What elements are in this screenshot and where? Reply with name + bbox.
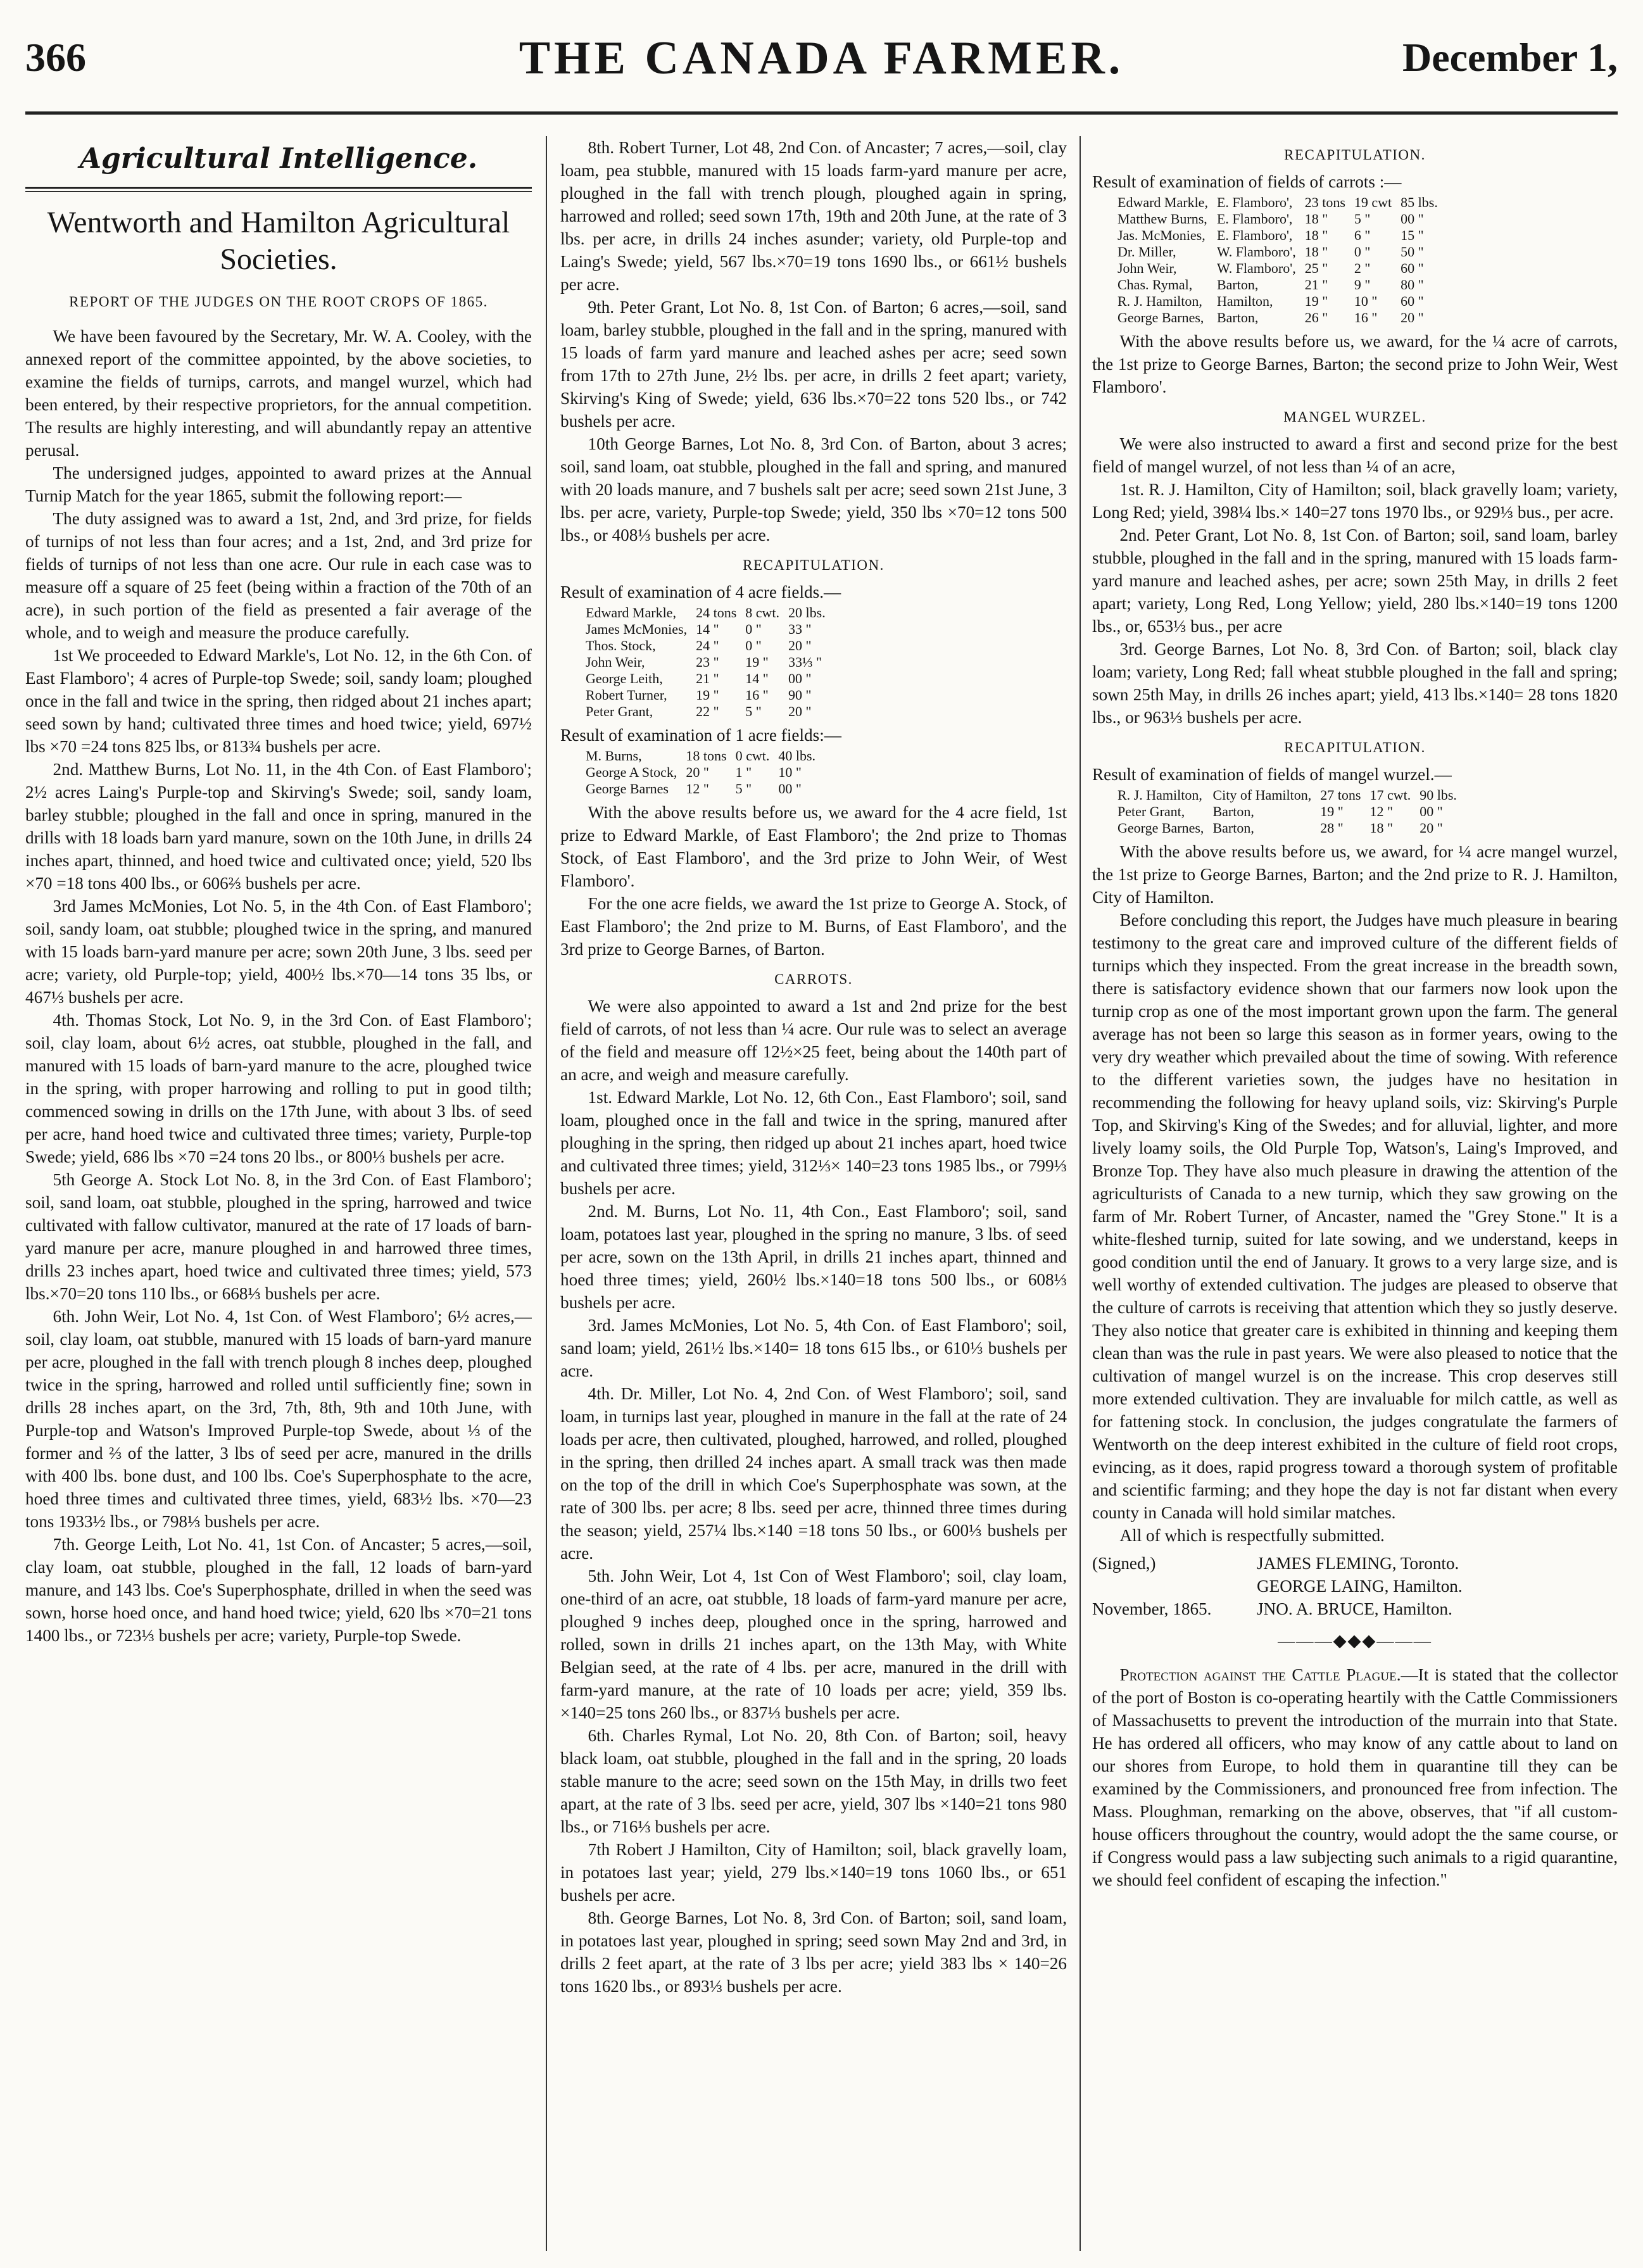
table-cell: 20 " [788, 703, 812, 719]
table-cell: 50 " [1401, 244, 1424, 260]
table-cell: 18 " [1304, 244, 1328, 260]
recap-heading: RECAPITULATION. [1284, 147, 1426, 163]
table-cell: Barton, [1216, 277, 1259, 293]
table-cell: 16 " [745, 687, 769, 703]
table-cell: M. Burns, [586, 748, 642, 764]
paragraph: 8th. Robert Turner, Lot 48, 2nd Con. of Ancaster; 7 acres,—soil, clay loam, pea stubble, manured with 15 loads farm-yard manure per acre, ploughed in the fall with trench plough, ploughed again in spring, harrowed and rolled; seed sown 17th, 19th and 20th June, at the rate of 3 lbs. per acre, in drills 24 inches asunder; variety, old Purple-top and Laing's Swede; yield, 567 lbs.×70=19 tons 1690 lbs., or 661½ bushels per acre. [560, 138, 1067, 294]
paragraph: 5th George A. Stock Lot No. 8, in the 3rd Con. of East Flamboro'; soil, sand loam, oat stubble, ploughed in the spring, harrowed and twice cultivated with fallow cultivator, manured at the rate of 17 loads of barn-yard manure per acre, manure ploughed in and harrowed three times, drills 23 inches apart, hoed twice and cultivated three times; yield, 573 lbs.×70=20 tons 110 lbs., or 668⅓ bushels per acre. [25, 1170, 532, 1303]
paragraph: 9th. Peter Grant, Lot No. 8, 1st Con. of Barton; 6 acres,—soil, sand loam, barley stubble, ploughed in the fall and in the spring, manured with 15 loads of farm yard manure and leached ashes per acre; seed sown from 17th to 27th June, 2½ lbs. per acre, in drills 2 feet apart; variety, Skirving's King of Swede; yield, 636 lbs.×70=22 tons 520 lbs., or 742 bushels per acre. [560, 298, 1067, 431]
table-cell: George Barnes, [1117, 820, 1204, 836]
table-cell: 90 lbs. [1420, 787, 1457, 803]
table-cell: 21 " [1304, 277, 1328, 293]
table-cell: 12 " [686, 781, 709, 797]
table-cell: 20 lbs. [788, 605, 826, 621]
table-cell: 8 cwt. [745, 605, 780, 621]
paragraph: 3rd. George Barnes, Lot No. 8, 3rd Con. of Barton; soil, black clay loam; variety, Long Red; fall wheat stubble ploughed in the fall and spring; sown 25th May, in drills 26 inches apart; yield, 413 lbs.×140= 28 tons 1820 lbs., or 963⅓ bushels per acre. [1092, 639, 1618, 727]
table-cell: 60 " [1401, 293, 1424, 309]
table-row [586, 748, 824, 764]
table-row [1117, 244, 1447, 260]
table-cell: 00 " [1401, 211, 1424, 227]
table-cell: 19 " [1304, 293, 1328, 309]
table-cell: 19 " [696, 687, 719, 703]
table-cell: Edward Markle, [586, 605, 676, 621]
recap-table-carrots [1117, 194, 1447, 326]
paragraph: 4th. Dr. Miller, Lot No. 4, 2nd Con. of West Flamboro'; soil, sand loam, in turnips last year, ploughed in manure in the fall at the rate of 24 loads per acre, then cultivated, ploughed, harrowed, and rolled, ploughed in the spring, then drilled 24 inches apart. A small track was then made on the top of the drill in which Coe's Superphosphate was sown, at the rate of 300 lbs. per acre; 8 lbs. seed per acre, thinned three times during the season; yield, 257¼ lbs.×140 =18 tons 50 lbs., or 600⅓ bushels per acre. [560, 1384, 1067, 1563]
paragraph: For the one acre fields, we award the 1st prize to George A. Stock, of East Flamboro'; the 2nd prize to M. Burns, of East Flamboro', and the 3rd prize to George Barnes, of Barton. [560, 894, 1067, 959]
table-cell: Peter Grant, [586, 703, 653, 719]
table-cell: John Weir, [1117, 260, 1177, 276]
table-cell: Chas. Rymal, [1117, 277, 1193, 293]
table-cell: 27 tons [1320, 787, 1361, 803]
table-cell: Edward Markle, [1117, 194, 1208, 210]
paragraph: 6th. Charles Rymal, Lot No. 20, 8th Con. of Barton; soil, heavy black loam, oat stubble, ploughed in the fall and in the spring, 20 loads stable manure to the acre; seed sown on the 15th May, in drills two feet apart, at the rate of 3 lbs. seed per acre, yield, 307 lbs ×140=21 tons 980 lbs., or 716⅓ bushels per acre. [560, 1726, 1067, 1836]
table-cell: 85 lbs. [1401, 194, 1438, 210]
signature-block [1092, 1552, 1618, 1620]
table-cell: 33⅓ " [788, 654, 822, 670]
table-cell: 10 " [1354, 293, 1378, 309]
table-cell: 18 " [1304, 211, 1328, 227]
table-cell: Robert Turner, [586, 687, 667, 703]
paragraph: 4th. Thomas Stock, Lot No. 9, in the 3rd Con. of East Flamboro'; soil, clay loam, about 6½ acres, oat stubble, ploughed in the fall, and manured with 15 loads of barn-yard manure to the acre, ploughed twice in the spring, with proper harrowing and rolling to put in good tilth; commenced sowing in drills on the 17th June, with about 3 lbs. of seed per acre, hand hoed twice and cultivated three times; variety, Purple-top Swede; yield, 686 lbs ×70 =24 tons 20 lbs., or 800⅓ bushels per acre. [25, 1011, 532, 1166]
table-cell: 60 " [1401, 260, 1424, 276]
issue-date: December 1, [1402, 35, 1618, 80]
paragraph: 1st. R. J. Hamilton, City of Hamilton; soil, black gravelly loam; variety, Long Red; yield, 398¼ lbs.× 140=27 tons 1970 lbs., or 929⅓ bus., per acre. [1092, 480, 1618, 522]
table-cell: Thos. Stock, [586, 638, 656, 653]
paragraph: 8th. George Barnes, Lot No. 8, 3rd Con. of Barton; soil, sand loam, in potatoes last year, ploughed in spring; seed sown May 2nd and 3rd, in drills 2 feet apart, at the rate of 3 lbs per acre; yield 383 lbs × 140=26 tons 1620 lbs., or 893⅓ bushels per acre. [560, 1908, 1067, 1996]
paragraph: With the above results before us, we award for the 4 acre field, 1st prize to Edward Markle, of East Flamboro'; the 2nd prize to Thomas Stock, of East Flamboro', and the 3rd prize to John Weir, of West Flamboro'. [560, 803, 1067, 890]
table-row [1117, 310, 1447, 326]
table-cell: Dr. Miller, [1117, 244, 1176, 260]
paragraph: The duty assigned was to award a 1st, 2nd, and 3rd prize, for fields of turnips of not less than four acres; and a 1st, 2nd, and 3rd prize for fields of turnips of not less than one acre. Our rule in each case was to measure off a square of 25 feet (being within a fraction of the 70th of an acre), in such portion of the field as presented a fair average of the whole, and to weigh and measure the produce carefully. [25, 509, 532, 642]
recap-heading: RECAPITULATION. [743, 557, 884, 573]
table-cell: 18 tons [686, 748, 727, 764]
table-cell: George Leith, [586, 671, 663, 686]
table-cell: 23 " [696, 654, 719, 670]
recap-table-mangel [1117, 787, 1466, 836]
table-cell: George Barnes [586, 781, 669, 797]
table-cell: Barton, [1212, 820, 1254, 836]
department-heading: Agricultural Intelligence. [79, 142, 478, 175]
table-cell: 28 " [1320, 820, 1344, 836]
table-cell: 5 " [735, 781, 752, 797]
recap-heading: RECAPITULATION. [1284, 740, 1426, 755]
paragraph: We were also appointed to award a 1st and 2nd prize for the best field of carrots, of not less than ¼ acre. Our rule was to select an average of the field and measure off 12½×25 feet, being about the 140th part of an acre, and weigh and measure carefully. [560, 997, 1067, 1084]
table-row [1117, 787, 1466, 803]
table-cell: W. Flamboro', [1216, 244, 1296, 260]
table-row [586, 703, 834, 720]
table-cell: 00 " [788, 671, 812, 686]
table-row [1117, 227, 1447, 244]
column-rule [546, 136, 547, 2251]
table-cell: Matthew Burns, [1117, 211, 1207, 227]
table-cell: 19 " [745, 654, 769, 670]
table-cell: Barton, [1216, 310, 1259, 325]
table-cell: 90 " [788, 687, 812, 703]
table-cell: 0 cwt. [735, 748, 770, 764]
table-cell: 24 " [696, 638, 719, 653]
double-rule [25, 187, 532, 192]
table-cell: Barton, [1212, 803, 1254, 819]
column-rule [1080, 136, 1081, 2251]
table-cell: W. Flamboro', [1216, 260, 1296, 276]
table-row [1117, 293, 1447, 310]
table-cell: 24 tons [696, 605, 737, 621]
table-row [586, 671, 834, 687]
table-cell: 16 " [1354, 310, 1378, 325]
paragraph: 2nd. Peter Grant, Lot No. 8, 1st Con. of Barton; soil, sand loam, barley stubble, ploughed in the fall and in the spring, manured with 15 loads farm-yard manure and leached ashes, per acre; sown 25th May, in drills 2 feet apart; variety, Long Red, Long Yellow; yield, 280 lbs.×140=19 tons 1200 lbs., or, 653⅓ bus., per acre [1092, 526, 1618, 636]
paragraph: 2nd. Matthew Burns, Lot No. 11, in the 4th Con. of East Flamboro'; 2½ acres Laing's Purple-top and Skirving's Swede; soil, sandy loam, barley stubble; ploughed in the fall and once in spring, manured in the drills with 18 loads barn yard manure, sown on the 10th June, in drills 24 inches apart, thinned, and hoed twice and cultivated once; yield, 520 lbs ×70 =18 tons 400 lbs., or 606⅔ bushels per acre. [25, 760, 532, 893]
table-cell: 18 " [1304, 227, 1328, 243]
table-cell: 12 " [1369, 803, 1393, 819]
paragraph: All of which is respectfully submitted. [1119, 1526, 1385, 1545]
table-cell: 0 " [745, 638, 762, 653]
news-item-title: Protection against the Cattle Plague. [1119, 1665, 1401, 1684]
table-cell: R. J. Hamilton, [1117, 293, 1202, 309]
table-cell: George Barnes, [1117, 310, 1204, 325]
table-cell: 25 " [1304, 260, 1328, 276]
report-date: November, 1865. [1092, 1599, 1212, 1618]
table-cell: 00 " [778, 781, 802, 797]
paragraph: We have been favoured by the Secretary, Mr. W. A. Cooley, with the annexed report of the committee appointed, by the above societies, to examine the fields of turnips, carrots, and mangel wurzel, which had been entered, by their respective proprietors, for the annual competition. The results are highly interesting, and will abundantly repay an attentive perusal. [25, 327, 532, 460]
table-cell: R. J. Hamilton, [1117, 787, 1202, 803]
table-cell: 33 " [788, 621, 812, 637]
table-cell: 18 " [1369, 820, 1393, 836]
table-cell: 20 " [788, 638, 812, 653]
table-row [586, 638, 834, 654]
table-cell: E. Flamboro', [1216, 194, 1293, 210]
paragraph: 7th. George Leith, Lot No. 41, 1st Con. of Ancaster; 5 acres,—soil, clay loam, oat stubble, ploughed in the fall, 12 loads of barn-yard manure, and 143 lbs. Coe's Superphosphate, drilled in when the seed was sown, horse hoed once, and hand hoed twice; yield, 620 lbs ×70=21 tons 1400 lbs., or 723⅓ bushels per acre; variety, Purple-top Swede. [25, 1535, 532, 1645]
table-cell: E. Flamboro', [1216, 211, 1293, 227]
article-subhead: REPORT OF THE JUDGES ON THE ROOT CROPS OF 1865. [69, 294, 488, 310]
table-cell: 26 " [1304, 310, 1328, 325]
table-cell: 5 " [745, 703, 762, 719]
table-cell: Peter Grant, [1117, 803, 1185, 819]
table-cell: 17 cwt. [1369, 787, 1411, 803]
signed-label: (Signed,) [1092, 1554, 1156, 1573]
paragraph: 2nd. M. Burns, Lot No. 11, 4th Con., East Flamboro'; soil, sand loam, potatoes last year, ploughed in the spring no manure, 3 lbs. of seed per acre, sown on the 13th April, in drills 21 inches apart, thinned and hoed three times; yield, 260½ lbs.×140=18 tons 500 lbs., or 608⅓ bushels per acre. [560, 1202, 1067, 1312]
table-row [586, 621, 834, 638]
paragraph: 7th Robert J Hamilton, City of Hamilton; soil, black gravelly loam, in potatoes last year; yield, 279 lbs.×140=19 tons 1060 lbs., or 651 bushels per acre. [560, 1840, 1067, 1905]
table-cell: 0 " [1354, 244, 1371, 260]
signatory: JNO. A. BRUCE, Hamilton. [1257, 1599, 1452, 1618]
paragraph: With the above results before us, we award, for the ¼ acre of carrots, the 1st prize to George Barnes, Barton; the second prize to John Weir, West Flamboro'. [1092, 332, 1618, 396]
table-row [586, 687, 834, 703]
table-cell: 19 cwt [1354, 194, 1392, 210]
table-row [586, 605, 834, 621]
column-1 [25, 136, 532, 2251]
paragraph: 6th. John Weir, Lot No. 4, 1st Con. of West Flamboro'; 6½ acres,—soil, clay loam, oat stubble, manured with 15 loads of barn-yard manure per acre, ploughed in the fall with trench plough 8 inches deep, ploughed twice in the spring, harrowed and rolled until sufficiently fine; sown in drills 28 inches apart, on the 3rd, 7th, 8th, 9th and 10th June, with Purple-top and Watson's Improved Purple-top Swede, about ⅓ of the former and ⅔ of the latter, 3 lbs of seed per acre, manured in the drills with 400 lbs. bone dust, and 100 lbs. Coe's Superphosphate to the acre, hoed three times and cultivated three times, yield, 683½ lbs. ×70—23 tons 1933½ lbs., or 798⅓ bushels per acre. [25, 1307, 532, 1531]
column-2 [560, 136, 1067, 2251]
paragraph: With the above results before us, we award, for ¼ acre mangel wurzel, the 1st prize to George Barnes, Barton; and the 2nd prize to R. J. Hamilton, City of Hamilton. [1092, 842, 1618, 907]
table-cell: 6 " [1354, 227, 1371, 243]
table-cell: 23 tons [1304, 194, 1345, 210]
table-cell: 21 " [696, 671, 719, 686]
table-cell: 19 " [1320, 803, 1344, 819]
table-cell: 15 " [1401, 227, 1424, 243]
table-cell: 40 lbs. [778, 748, 816, 764]
table-row [1117, 211, 1447, 227]
table-cell: 2 " [1354, 260, 1371, 276]
table-cell: 22 " [696, 703, 719, 719]
signatory: JAMES FLEMING, Toronto. [1257, 1554, 1459, 1573]
paragraph: 3rd. James McMonies, Lot No. 5, 4th Con. of East Flamboro'; soil, sand loam; yield, 261½ lbs.×140= 18 tons 615 lbs., or 610⅓ bushels per acre. [560, 1316, 1067, 1380]
table-caption: Result of examination of 4 acre fields.— [560, 583, 841, 602]
table-cell: Jas. McMonies, [1117, 227, 1205, 243]
paragraph: 10th George Barnes, Lot No. 8, 3rd Con. of Barton, about 3 acres; soil, sand loam, oat stubble, ploughed in the fall and spring, and manured with 20 loads manure, and 7 bushels salt per acre; seed sown 21st June, 3 lbs. per acre, variety, Purple-top Swede; yield, 350 lbs ×70=12 tons 500 lbs., or 408⅓ bushels per acre. [560, 434, 1067, 545]
table-cell: 0 " [745, 621, 762, 637]
paragraph: We were also instructed to award a first and second prize for the best field of mangel wurzel, of not less than ¼ of an acre, [1092, 434, 1618, 476]
table-cell: 20 " [1401, 310, 1424, 325]
paragraph: 1st We proceeded to Edward Markle's, Lot No. 12, in the 6th Con. of East Flamboro'; 4 acres of Purple-top Swede; soil, sandy loam; ploughed once in the fall and twice in the spring, then ridged about 21 inches apart; seed sown by hand; cultivated three times and hoed twice; yield, 697½ lbs ×70 =24 tons 825 lbs, or 813¾ bushels per acre. [25, 646, 532, 756]
masthead-title: THE CANADA FARMER. [519, 32, 1124, 84]
section-heading: MANGEL WURZEL. [1283, 409, 1426, 425]
table-row [586, 764, 824, 781]
table-row [586, 781, 824, 797]
table-caption: Result of examination of 1 acre fields:— [560, 726, 841, 745]
page-header [25, 23, 1618, 115]
article-title: Wentworth and Hamilton Agricultural Societies. [47, 206, 510, 276]
table-cell: E. Flamboro', [1216, 227, 1293, 243]
paragraph: 1st. Edward Markle, Lot No. 12, 6th Con., East Flamboro'; soil, sand loam, ploughed once in the fall and twice in the spring, manured after ploughing in the spring, then ridged up about 21 inches apart, hoed twice and cultivated three times; yield, 312⅓× 140=23 tons 1985 lbs., or 799⅓ bushels per acre. [560, 1088, 1067, 1198]
section-heading: CARROTS. [774, 971, 853, 987]
table-cell: 00 " [1420, 803, 1443, 819]
table-cell: George A Stock, [586, 764, 677, 780]
news-item [1092, 1663, 1618, 1891]
table-cell: 1 " [735, 764, 752, 780]
table-cell: 14 " [745, 671, 769, 686]
table-row [1117, 277, 1447, 293]
paragraph: 3rd James McMonies, Lot No. 5, in the 4th Con. of East Flamboro'; soil, sandy loam, oat stubble; ploughed twice in the spring, and manured with 15 loads barn-yard manure per acre; sown 20th June, 3 lbs. seed per acre; variety, old Purple-top; yield, 400½ lbs.×70—14 tons 35 lbs, or 467⅓ bushels per acre. [25, 897, 532, 1007]
table-cell: 20 " [1420, 820, 1443, 836]
paragraph: Before concluding this report, the Judges have much pleasure in bearing testimony to the great care and improved culture of the different fields of turnips which they inspected. From the great increase in the breadth sown, there is satisfactory evidence shown that our farmers now look upon the turnip crop as one of the most important grown upon the farm. The general average has not been so large this season as in former years, owing to the very dry weather which prevailed about the time of sowing. With reference to the different varieties sown, the judges have no hesitation in recommending the following for heavy upland soils, viz: Skirving's Purple Top, and Skirving's King of the Swedes; and for alluvial, lighter, and more lively loamy soils, the Old Purple Top, Watson's, Laing's Improved, and Bronze Top. They have also much pleasure in drawing the attention of the agriculturists of Canada to a new turnip, which they saw growing on the farm of Mr. Robert Turner, of Ancaster, named the "Grey Stone." It is a white-fleshed turnip, suited for late sowing, and we understand, keeps in good condition until the end of January. It grows to a very large size, and is well worthy of extended cultivation. The judges are pleased to observe that the culture of carrots is receiving that attention which they so justly deserve. They also notice that greater care is exhibited in thinning and keeping them clean than was the rule in past years. We were also pleased to notice that the cultivation of mangel wurzel is on the increase. This crop deserves still more extended cultivation. They are invaluable for milch cattle, as well as for fattening stock. In conclusion, the judges congratulate the farmers of Wentworth on the deep interest exhibited in the culture of field root crops, evincing, as it does, rapid progress toward a thorough system of profitable and scientific farming; and they hope the day is not far distant when every county in Canada will hold similar matches. [1092, 910, 1618, 1522]
table-cell: City of Hamilton, [1212, 787, 1312, 803]
table-row [1117, 194, 1447, 211]
paragraph: The undersigned judges, appointed to award prizes at the Annual Turnip Match for the year 1865, submit the following report:— [25, 463, 532, 505]
page-number: 366 [25, 35, 86, 80]
ornament-divider: ———◆◆◆——— [1278, 1631, 1432, 1650]
news-item-body: —It is stated that the collector of the port of Boston is co-operating heartily with the Cattle Commissioners of Massachusetts to prevent the introduction of the murrain into that State. He has ordered all officers, who may know of any cattle about to land on our shores from Europe, to hold them in quarantine till they can be examined by the Commissioners, and pronounced free from infection. The Mass. Ploughman, remarking on the above, observes, that "if all custom-house officers throughout the country, would adopt the the same course, or if Congress would pass a law subjecting such animals to a rigid quarantine, we should feel confident of escaping the infection." [1092, 1665, 1618, 1889]
table-cell: 9 " [1354, 277, 1371, 293]
signatory: GEORGE LAING, Hamilton. [1257, 1577, 1463, 1596]
column-3 [1092, 136, 1618, 2251]
table-cell: Hamilton, [1216, 293, 1273, 309]
table-caption: Result of examination of fields of carrots :— [1092, 172, 1402, 191]
paragraph: 5th. John Weir, Lot 4, 1st Con of West Flamboro'; soil, clay loam, one-third of an acre, oat stubble, 18 loads of farm-yard manure per acre, ploughed 9 inches deep, ploughed once in the spring, harrowed and rolled, sown in drills 21 inches apart, on the 13th May, with White Belgian seed, at the rate of 4 lbs. per acre, manured in the drill with farm-yard manure, at the rate of 10 loads per acre; yield, 359 lbs. ×140=25 tons 260 lbs., or 837⅓ bushels per acre. [560, 1566, 1067, 1722]
table-row [586, 654, 834, 671]
recap-table-4acre [586, 605, 834, 720]
recap-table-1acre [586, 748, 824, 797]
table-cell: 14 " [696, 621, 719, 637]
table-cell: James McMonies, [586, 621, 688, 637]
table-cell: John Weir, [586, 654, 645, 670]
table-row [1117, 803, 1466, 820]
table-cell: 20 " [686, 764, 709, 780]
table-cell: 5 " [1354, 211, 1371, 227]
table-cell: 80 " [1401, 277, 1424, 293]
table-cell: 10 " [778, 764, 802, 780]
table-caption: Result of examination of fields of mangel wurzel.— [1092, 765, 1452, 784]
table-row [1117, 820, 1466, 836]
table-row [1117, 260, 1447, 277]
